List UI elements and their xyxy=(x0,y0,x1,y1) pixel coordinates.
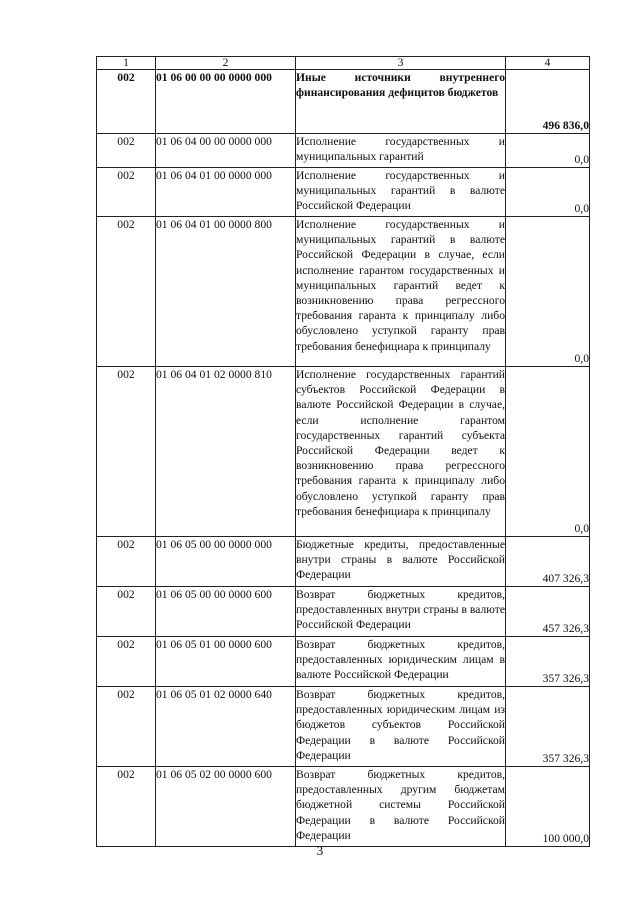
column-number-row xyxy=(97,57,590,70)
description-cell: Возврат бюджетных кредитов, предоставленных внутри страны в валюте Российской Федерации xyxy=(296,587,506,637)
admin-code-cell: 002 xyxy=(97,367,156,537)
table-row xyxy=(97,767,590,847)
amount-cell: 407 326,3 xyxy=(506,537,590,587)
amount-cell: 496 836,0 xyxy=(506,70,590,134)
description-cell: Исполнение государственных и муниципальных гарантий в валюте Российской Федерации xyxy=(296,168,506,217)
admin-code-cell: 002 xyxy=(97,637,156,687)
amount-cell: 0,0 xyxy=(506,134,590,168)
admin-code-cell: 002 xyxy=(97,767,156,847)
admin-code-cell: 002 xyxy=(97,134,156,168)
column-number: 3 xyxy=(296,57,506,70)
page-number: 3 xyxy=(316,843,324,858)
budget-code-cell: 01 06 05 00 00 0000 000 xyxy=(156,537,296,587)
description-cell: Иные источники внутреннего финансирования дефицитов бюджетов xyxy=(296,70,506,134)
table-row xyxy=(97,217,590,367)
amount-cell: 357 326,3 xyxy=(506,637,590,687)
budget-code-cell: 01 06 05 00 00 0000 600 xyxy=(156,587,296,637)
admin-code-cell: 002 xyxy=(97,217,156,367)
table-row xyxy=(97,687,590,767)
admin-code-cell: 002 xyxy=(97,70,156,134)
admin-code-cell: 002 xyxy=(97,168,156,217)
description-cell: Исполнение государственных гарантий субъектов Российской Федерации в валюте Российской Федерации в случае, если исполнение гарантом государственных гарантий субъекта Российской Федерации ведет к возникновению права регрессного требования гаранта к принципалу либо обусловлено уступкой гаранту прав требования бенефициара к принципалу xyxy=(296,367,506,537)
budget-code-cell: 01 06 04 00 00 0000 000 xyxy=(156,134,296,168)
amount-cell: 457 326,3 xyxy=(506,587,590,637)
amount-cell: 0,0 xyxy=(506,217,590,367)
budget-code-cell: 01 06 05 01 00 0000 600 xyxy=(156,637,296,687)
table-row xyxy=(97,637,590,687)
admin-code-cell: 002 xyxy=(97,687,156,767)
table-row xyxy=(97,587,590,637)
table-row xyxy=(97,168,590,217)
budget-code-cell: 01 06 04 01 00 0000 000 xyxy=(156,168,296,217)
admin-code-cell: 002 xyxy=(97,537,156,587)
budget-code-cell: 01 06 04 01 00 0000 800 xyxy=(156,217,296,367)
table-row xyxy=(97,367,590,537)
amount-cell: 357 326,3 xyxy=(506,687,590,767)
description-cell: Исполнение государственных и муниципальных гарантий xyxy=(296,134,506,168)
amount-cell: 100 000,0 xyxy=(506,767,590,847)
budget-table xyxy=(96,56,590,847)
budget-code-cell: 01 06 05 02 00 0000 600 xyxy=(156,767,296,847)
amount-cell: 0,0 xyxy=(506,367,590,537)
amount-cell: 0,0 xyxy=(506,168,590,217)
description-cell: Возврат бюджетных кредитов, предоставленных другим бюджетам бюджетной системы Российской Федерации в валюте Российской Федерации xyxy=(296,767,506,847)
table-row xyxy=(97,134,590,168)
budget-code-cell: 01 06 05 01 02 0000 640 xyxy=(156,687,296,767)
description-cell: Возврат бюджетных кредитов, предоставленных юридическим лицам в валюте Российской Федерации xyxy=(296,637,506,687)
column-number: 4 xyxy=(506,57,590,70)
description-cell: Возврат бюджетных кредитов, предоставленных юридическим лицам из бюджетов субъектов Российской Федерации в валюте Российской Федерации xyxy=(296,687,506,767)
admin-code-cell: 002 xyxy=(97,587,156,637)
budget-code-cell: 01 06 04 01 02 0000 810 xyxy=(156,367,296,537)
table-row xyxy=(97,70,590,134)
column-number: 1 xyxy=(97,57,156,70)
description-cell: Бюджетные кредиты, предоставленные внутри страны в валюте Российской Федерации xyxy=(296,537,506,587)
description-cell: Исполнение государственных и муниципальных гарантий в валюте Российской Федерации в случае, если исполнение гарантом государственных и муниципальных гарантий ведет к возникновению права регрессного требования гаранта к принципалу либо обусловлено уступкой гаранту прав требования бенефициара к принципалу xyxy=(296,217,506,367)
table-row xyxy=(97,537,590,587)
budget-code-cell: 01 06 00 00 00 0000 000 xyxy=(156,70,296,134)
column-number: 2 xyxy=(156,57,296,70)
